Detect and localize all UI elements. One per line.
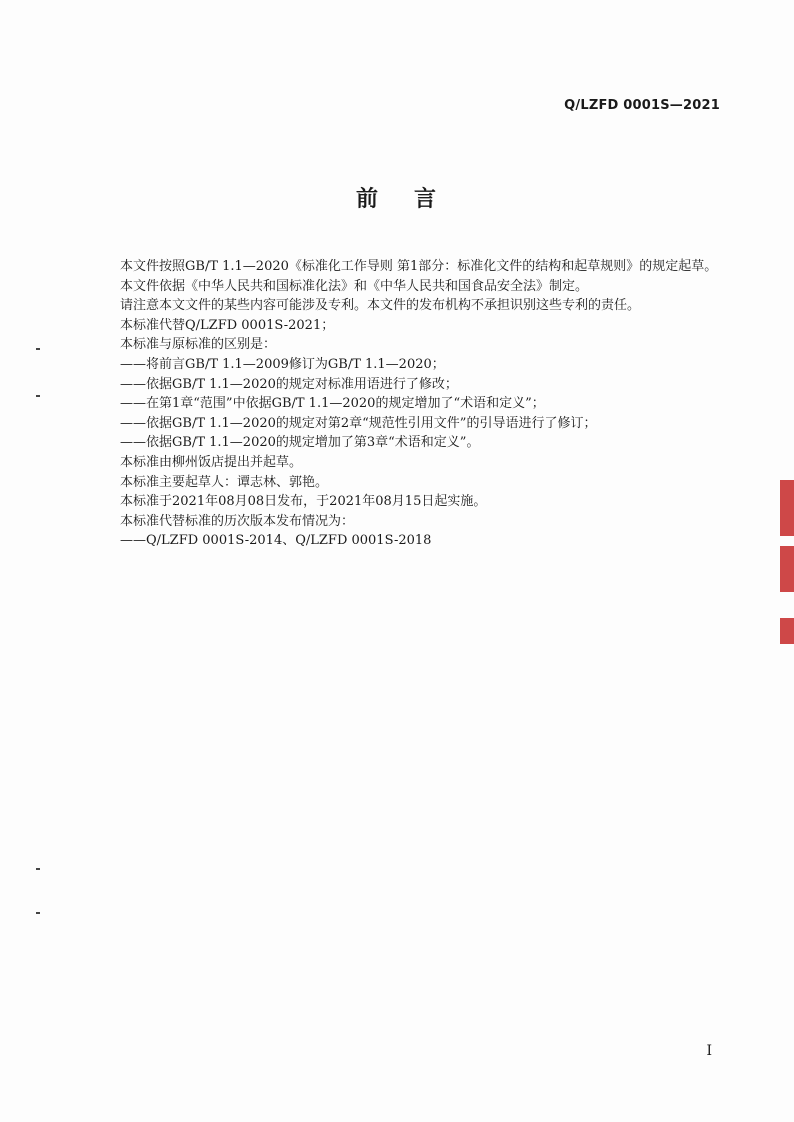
list-item-history: ——Q/LZFD 0001S-2014、Q/LZFD 0001S-2018 [120, 533, 432, 549]
paragraph-drafting-basis: 本文件按照GB/T 1.1—2020《标准化工作导则 第1部分：标准化文件的结构和起草规则》的规定起草。 [120, 259, 718, 274]
seal-edge-mark [780, 618, 794, 644]
page-title [0, 182, 794, 213]
paragraph-patent-notice: 请注意本文文件的某些内容可能涉及专利。本文件的发布机构不承担识别这些专利的责任。 [120, 298, 641, 314]
binding-mark [36, 348, 40, 350]
title-char-2: 言 [414, 187, 439, 212]
seal-edge-mark [780, 546, 794, 592]
paragraph-legal-basis: 本文件依据《中华人民共和国标准化法》和《中华人民共和国食品安全法》制定。 [120, 278, 589, 294]
foreword-body [90, 257, 740, 551]
list-item-difference: ——依据GB/T 1.1—2020的规定对标准用语进行了修改； [120, 376, 458, 392]
binding-mark [36, 912, 40, 914]
binding-mark [36, 395, 40, 397]
paragraph-differences-intro: 本标准与原标准的区别是： [120, 337, 277, 353]
standard-code: Q/LZFD 0001S—2021 [564, 98, 720, 113]
seal-edge-mark [780, 480, 794, 536]
paragraph-history-intro: 本标准代替标准的历次版本发布情况为： [120, 513, 355, 529]
binding-mark [36, 868, 40, 870]
title-char-1: 前 [355, 187, 380, 212]
list-item-difference: ——将前言GB/T 1.1—2009修订为GB/T 1.1—2020； [120, 356, 445, 372]
list-item-difference: ——依据GB/T 1.1—2020的规定对第2章“规范性引用文件”的引导语进行了修订； [120, 415, 597, 431]
page-number: I [706, 1043, 712, 1059]
list-item-difference: ——在第1章“范围”中依据GB/T 1.1—2020的规定增加了“术语和定义”； [120, 396, 545, 412]
paragraph-replaces: 本标准代替Q/LZFD 0001S-2021； [120, 317, 335, 333]
paragraph-proposer: 本标准由柳州饭店提出并起草。 [120, 454, 303, 470]
paragraph-dates: 本标准于2021年08月08日发布，于2021年08月15日起实施。 [120, 494, 487, 510]
list-item-difference: ——依据GB/T 1.1—2020的规定增加了第3章“术语和定义”。 [120, 435, 480, 451]
paragraph-drafters: 本标准主要起草人：谭志林、郭艳。 [120, 474, 329, 490]
